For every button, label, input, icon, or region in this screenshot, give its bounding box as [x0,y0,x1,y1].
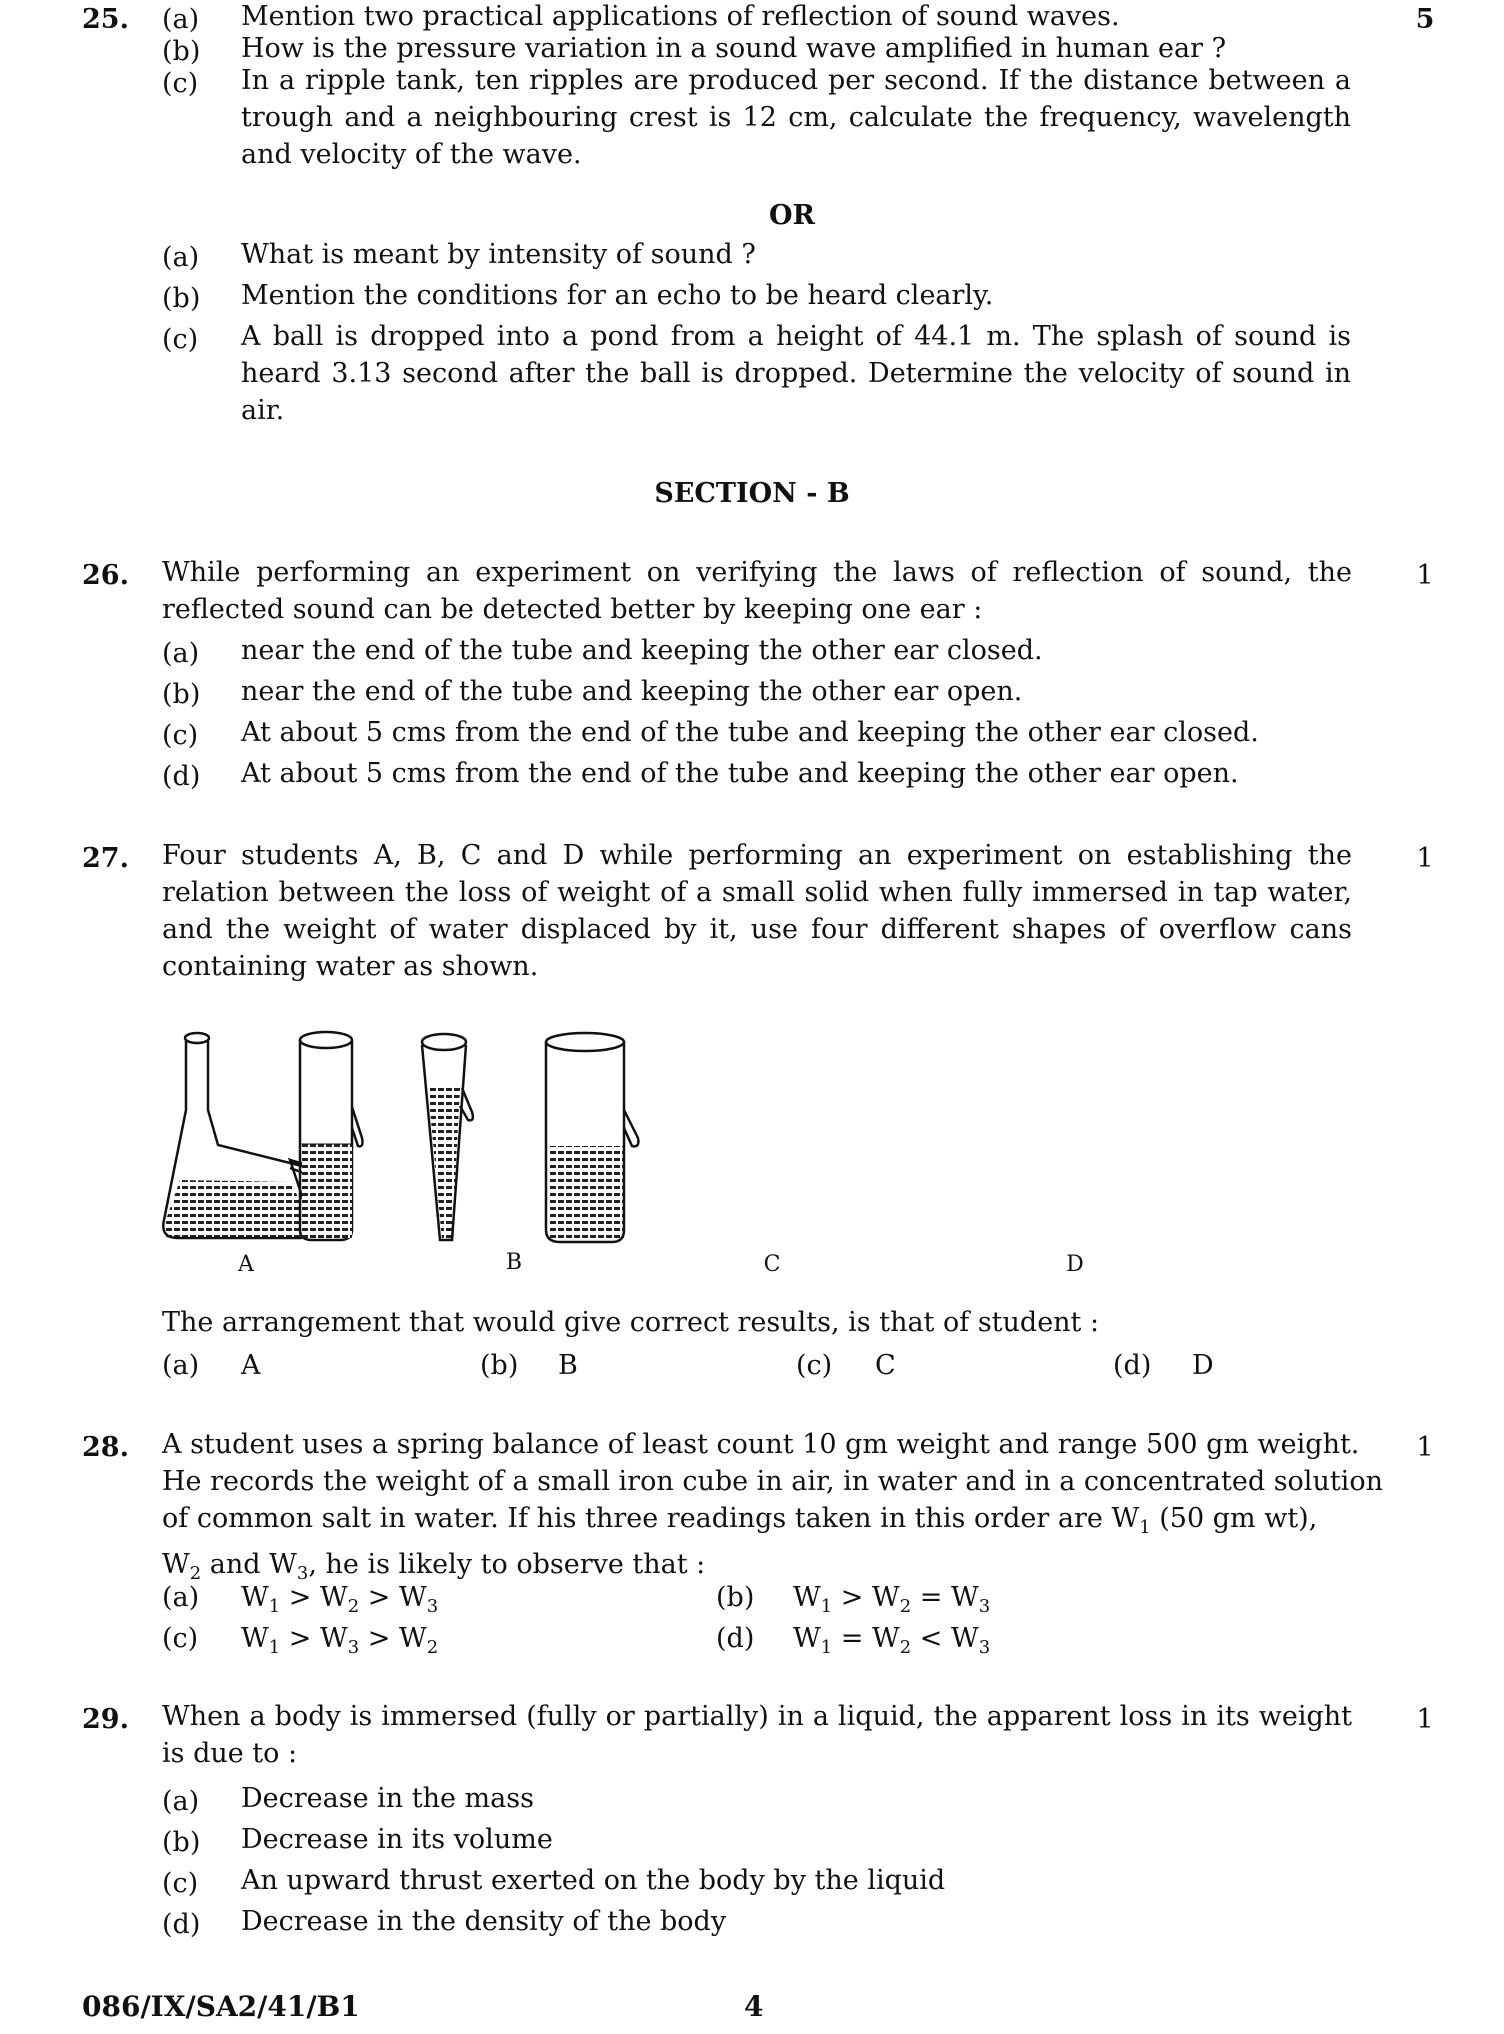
option-label: (c) [796,1350,833,1381]
option-expression: $W_1 > W_2 > W_3$ [241,1582,439,1617]
option-text: Decrease in the mass [241,1783,534,1814]
option-expression: $W_1 > W_2 = W_3$ [793,1582,991,1617]
option-text: Decrease in its volume [241,1824,553,1855]
option-label: (d) [716,1623,755,1654]
option-label: (c) [162,1623,199,1654]
stem-line: of common salt in water. If his three readings taken in this order are $W_1$ (50 gm wt), [162,1503,1318,1538]
section-heading: SECTION - B [654,478,850,509]
part-text: How is the pressure variation in a sound wave amplified in human ear ? [241,33,1227,64]
stem-line: $W_2$ and $W_3$, he is likely to observe that : [162,1549,706,1584]
option-expression: $W_1 = W_2 < W_3$ [793,1623,991,1658]
option-label: (d) [162,1909,201,1940]
question-number: 25. [82,4,129,35]
part-text: In a ripple tank, ten ripples are produced per second. If the distance between a trough and a neighbouring crest is 12 cm, calculate the frequency, wavelength and velocity of the wave. [241,65,1351,170]
can-a-flask-icon [163,1033,322,1238]
paper-code: 086/IX/SA2/41/B1 [82,1990,360,2023]
option-text: near the end of the tube and keeping the other ear open. [241,676,1023,707]
part-label: (b) [162,36,201,67]
option-text: Decrease in the density of the body [241,1906,727,1937]
option-label: (b) [716,1582,755,1613]
page-number: 4 [744,1990,764,2023]
figure-label-d: D [1066,1252,1084,1277]
can-d-wide-cylinder-icon [546,1033,638,1242]
part-label: (c) [162,324,199,355]
part-text: What is meant by intensity of sound ? [241,239,756,270]
question-stem [162,1426,1383,1592]
option-text: A [241,1350,261,1381]
part-text: A ball is dropped into a pond from a height of 44.1 m. The splash of sound is heard 3.13 second after the ball is dropped. Determine the velocity of sound in air. [241,321,1351,426]
option-text: An upward thrust exerted on the body by the liquid [241,1865,946,1896]
question-stem: While performing an experiment on verifying the laws of reflection of sound, the reflected sound can be detected better by keeping one ear : [162,557,1352,625]
option-label: (a) [162,1786,200,1817]
part-text: Mention two practical applications of reflection of sound waves. [241,1,1120,32]
question-number: 26. [82,560,129,591]
option-label: (c) [162,720,199,751]
option-label: (b) [162,1827,201,1858]
option-label: (d) [162,761,201,792]
option-label: (a) [162,1350,200,1381]
option-text: near the end of the tube and keeping the other ear closed. [241,635,1043,666]
can-b-cylinder-icon [300,1032,363,1240]
option-label: (b) [162,679,201,710]
option-expression: $W_1 > W_3 > W_2$ [241,1623,439,1658]
part-label: (c) [162,68,199,99]
can-c-cone-icon [422,1034,473,1240]
figure-label-a: A [238,1252,254,1277]
figure-label-c: C [763,1252,781,1277]
or-divider: OR [769,200,815,231]
marks: 1 [1416,560,1434,591]
option-text: D [1192,1350,1214,1381]
option-label: (a) [162,638,200,669]
part-label: (a) [162,4,200,35]
marks: 5 [1415,4,1435,35]
option-text: At about 5 cms from the end of the tube and keeping the other ear open. [241,758,1239,789]
question-prompt: The arrangement that would give correct results, is that of student : [162,1307,1100,1338]
question-number: 29. [82,1704,129,1735]
option-label: (c) [162,1868,199,1899]
part-label: (b) [162,283,201,314]
marks: 1 [1416,843,1434,874]
option-text: At about 5 cms from the end of the tube and keeping the other ear closed. [241,717,1259,748]
question-number: 28. [82,1432,129,1463]
marks: 1 [1416,1432,1434,1463]
option-text: C [875,1350,896,1381]
part-text: Mention the conditions for an echo to be heard clearly. [241,280,994,311]
option-label: (a) [162,1582,200,1613]
marks: 1 [1416,1704,1434,1735]
stem-line: A student uses a spring balance of least count 10 gm weight and range 500 gm weight. [162,1429,1360,1460]
option-text: B [558,1350,578,1381]
question-stem: Four students A, B, C and D while performing an experiment on establishing the relation between the loss of weight of a small solid when fully immersed in tap water, and the weight of water displaced by it, use four different shapes of overflow cans containing water as shown. [162,840,1352,982]
figure-label-b: B [505,1250,523,1275]
option-label: (b) [480,1350,519,1381]
stem-line: He records the weight of a small iron cube in air, in water and in a concentrated solution [162,1466,1383,1497]
question-number: 27. [82,843,129,874]
part-label: (a) [162,242,200,273]
question-stem: When a body is immersed (fully or partially) in a liquid, the apparent loss in its weight is due to : [162,1701,1352,1769]
option-label: (d) [1113,1350,1152,1381]
